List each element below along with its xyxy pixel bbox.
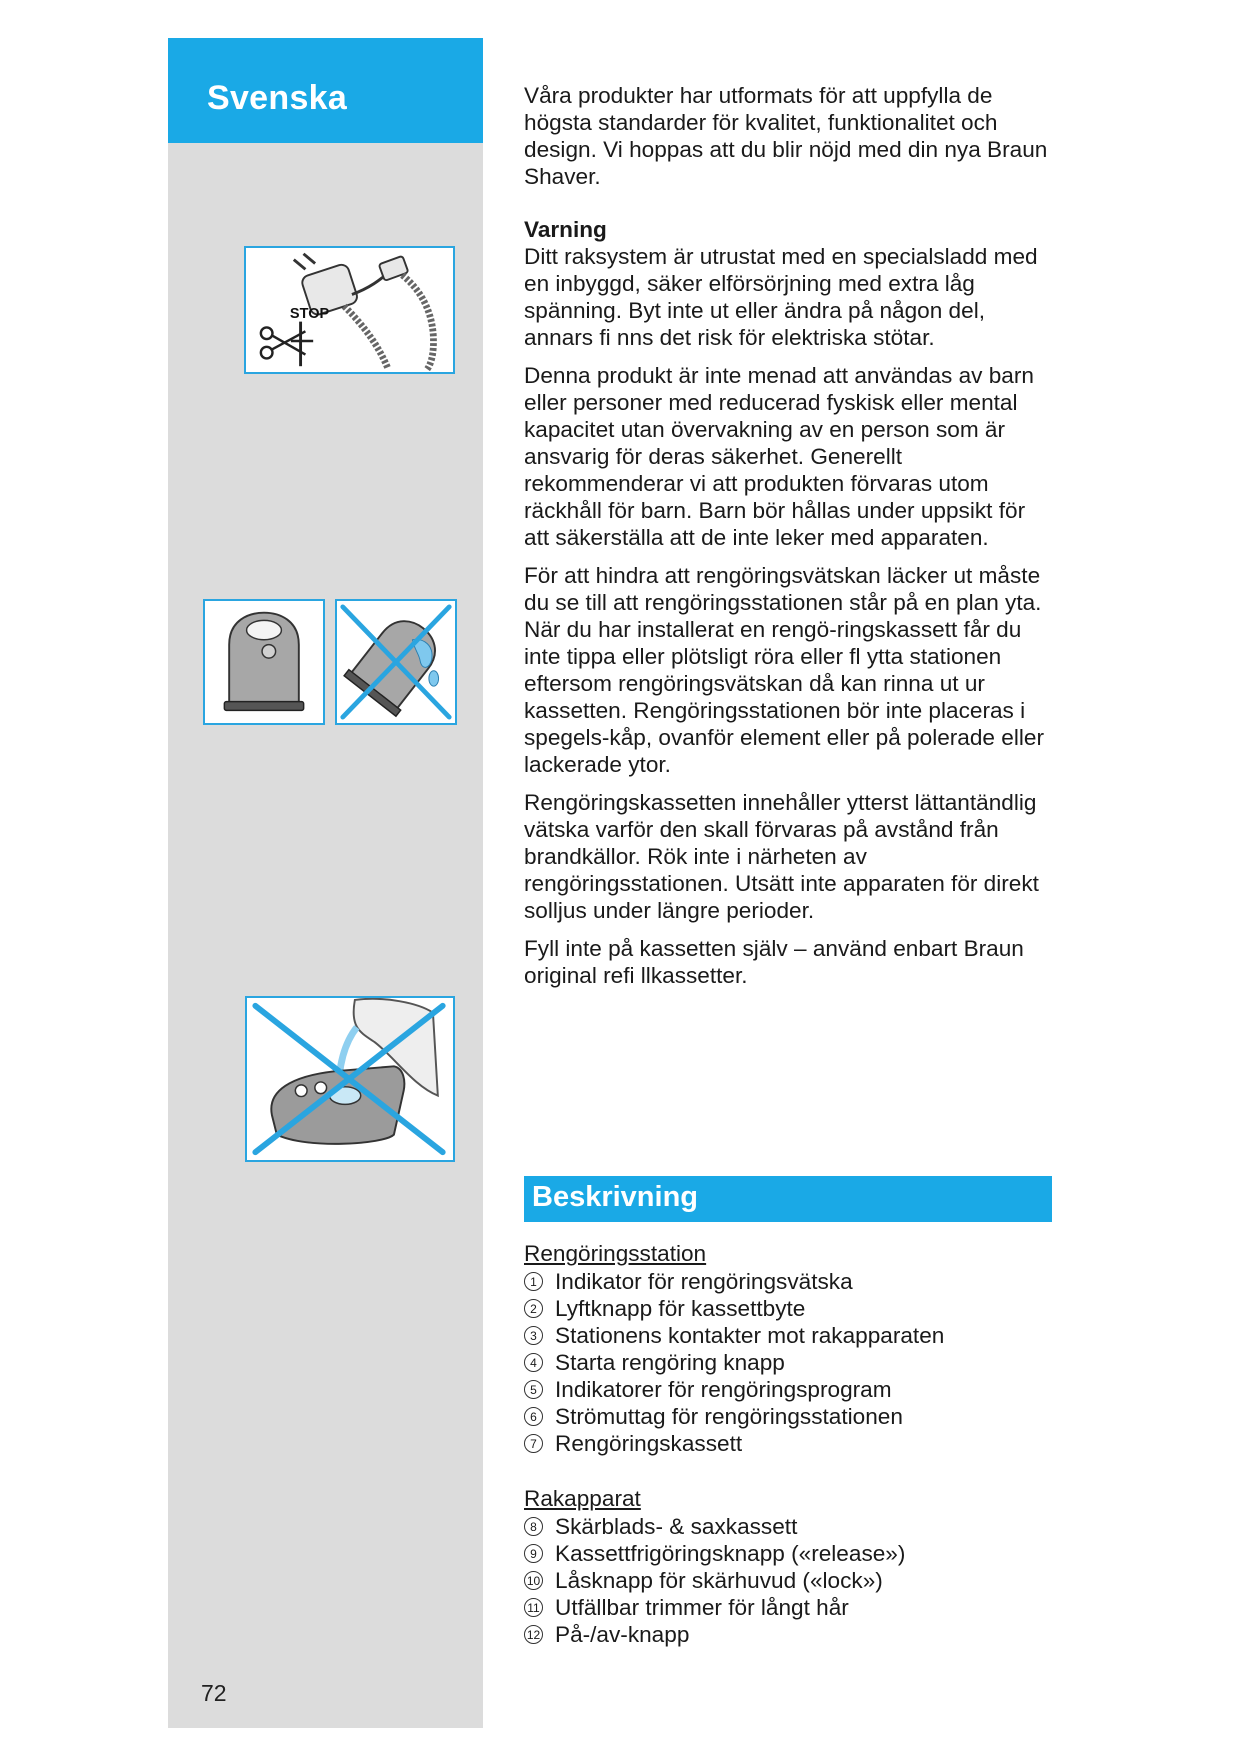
language-title: Svenska xyxy=(207,79,348,117)
item-number: 2 xyxy=(524,1299,543,1318)
item-number: 7 xyxy=(524,1434,543,1453)
scissors-icon xyxy=(261,322,313,367)
description-title: Beskrivning xyxy=(532,1181,698,1213)
warning-body: Ditt raksystem är utrustat med en specialsladd med en inbyggd, säker elförsörjning med extra låg spänning. Byt inte ut eller ändra på någon del, annars fi nns det risk för elektriska stötar. xyxy=(524,244,1038,350)
item-text: Indikatorer för rengöringsprogram xyxy=(555,1377,892,1402)
shaver-heading: Rakapparat xyxy=(524,1486,641,1511)
item-text: Lyftknapp för kassettbyte xyxy=(555,1296,806,1321)
item-text: Låsknapp för skärhuvud («lock») xyxy=(555,1568,883,1593)
list-item xyxy=(524,1567,1054,1594)
plug-warning-illustration xyxy=(244,246,455,374)
item-text: Kassettfrigöringsknapp («release») xyxy=(555,1541,906,1566)
item-number: 10 xyxy=(524,1571,543,1590)
stop-label: STOP xyxy=(289,305,330,322)
item-text: Utfällbar trimmer för långt hår xyxy=(555,1595,849,1620)
item-number: 11 xyxy=(524,1598,543,1617)
station-tipped-illustration xyxy=(335,599,457,725)
cleaning-station-icon xyxy=(224,613,303,711)
description-section-bar xyxy=(524,1176,1052,1222)
list-item xyxy=(524,1621,1054,1648)
list-item xyxy=(524,1295,1054,1322)
item-number: 1 xyxy=(524,1272,543,1291)
item-text: Stationens kontakter mot rakapparaten xyxy=(555,1323,945,1348)
list-item xyxy=(524,1594,1054,1621)
item-text: Strömuttag för rengöringsstationen xyxy=(555,1404,903,1429)
station-parts-list xyxy=(524,1240,1054,1457)
item-text: Starta rengöring knapp xyxy=(555,1350,785,1375)
list-item xyxy=(524,1268,1054,1295)
refill-forbidden-illustration xyxy=(245,996,455,1162)
item-text: Rengöringskassett xyxy=(555,1431,743,1456)
station-heading: Rengöringsstation xyxy=(524,1241,707,1266)
warning-heading: Varning xyxy=(524,217,607,242)
children-paragraph: Denna produkt är inte menad att användas av barn eller personer med reducerad fyskisk eller mental kapacitet utan övervakning av en person som är ansvarig för deras säkerhet. Generellt rekommenderar vi att produkten förvaras utom räckhåll för barn. Barn bör hållas under uppsikt för att säkerställa att de inte leker med apparaten. xyxy=(524,363,1034,550)
item-text: På-/av-knapp xyxy=(555,1622,690,1647)
item-number: 6 xyxy=(524,1407,543,1426)
item-number: 12 xyxy=(524,1625,543,1644)
leak-paragraph: För att hindra att rengöringsvätskan läcker ut måste du se till att rengöringsstationen står på en plan yta. När du har installerat en rengö-ringskassett får du inte tippa eller plötsligt röra eller fl ytta stationen eftersom rengöringsvätskan då kan rinna ut ur kassetten. Rengöringsstationen bör inte placeras i spegels-kåp, ovanför element eller på polerade eller lackerade ytor. xyxy=(524,563,1044,777)
list-item xyxy=(524,1349,1054,1376)
language-header xyxy=(168,38,483,143)
refill-paragraph: Fyll inte på kassetten själv – använd enbart Braun original refi llkassetter. xyxy=(524,936,1024,988)
item-number: 9 xyxy=(524,1544,543,1563)
item-number: 3 xyxy=(524,1326,543,1345)
item-number: 8 xyxy=(524,1517,543,1536)
list-item xyxy=(524,1430,1054,1457)
shaver-parts-list xyxy=(524,1485,1054,1648)
list-item xyxy=(524,1403,1054,1430)
list-item xyxy=(524,1540,1054,1567)
intro-paragraph: Våra produkter har utformats för att uppfylla de högsta standarder för kvalitet, funktionalitet och design. Vi hoppas att du blir nöjd med din nya Braun Shaver. xyxy=(524,83,1048,189)
item-text: Skärblads- & saxkassett xyxy=(555,1514,798,1539)
main-text xyxy=(524,82,1054,1000)
list-item xyxy=(524,1513,1054,1540)
flammable-paragraph: Rengöringskassetten innehåller ytterst lättantändlig vätska varför den skall förvaras på avstånd från brandkällor. Rök inte i närheten av rengöringsstationen. Utsätt inte apparaten för direkt solljus under längre perioder. xyxy=(524,790,1039,923)
item-number: 5 xyxy=(524,1380,543,1399)
warning-block xyxy=(524,216,1054,351)
station-upright-illustration xyxy=(203,599,325,725)
item-number: 4 xyxy=(524,1353,543,1372)
list-item xyxy=(524,1376,1054,1403)
page-number: 72 xyxy=(201,1680,227,1706)
list-item xyxy=(524,1322,1054,1349)
item-text: Indikator för rengöringsvätska xyxy=(555,1269,853,1294)
